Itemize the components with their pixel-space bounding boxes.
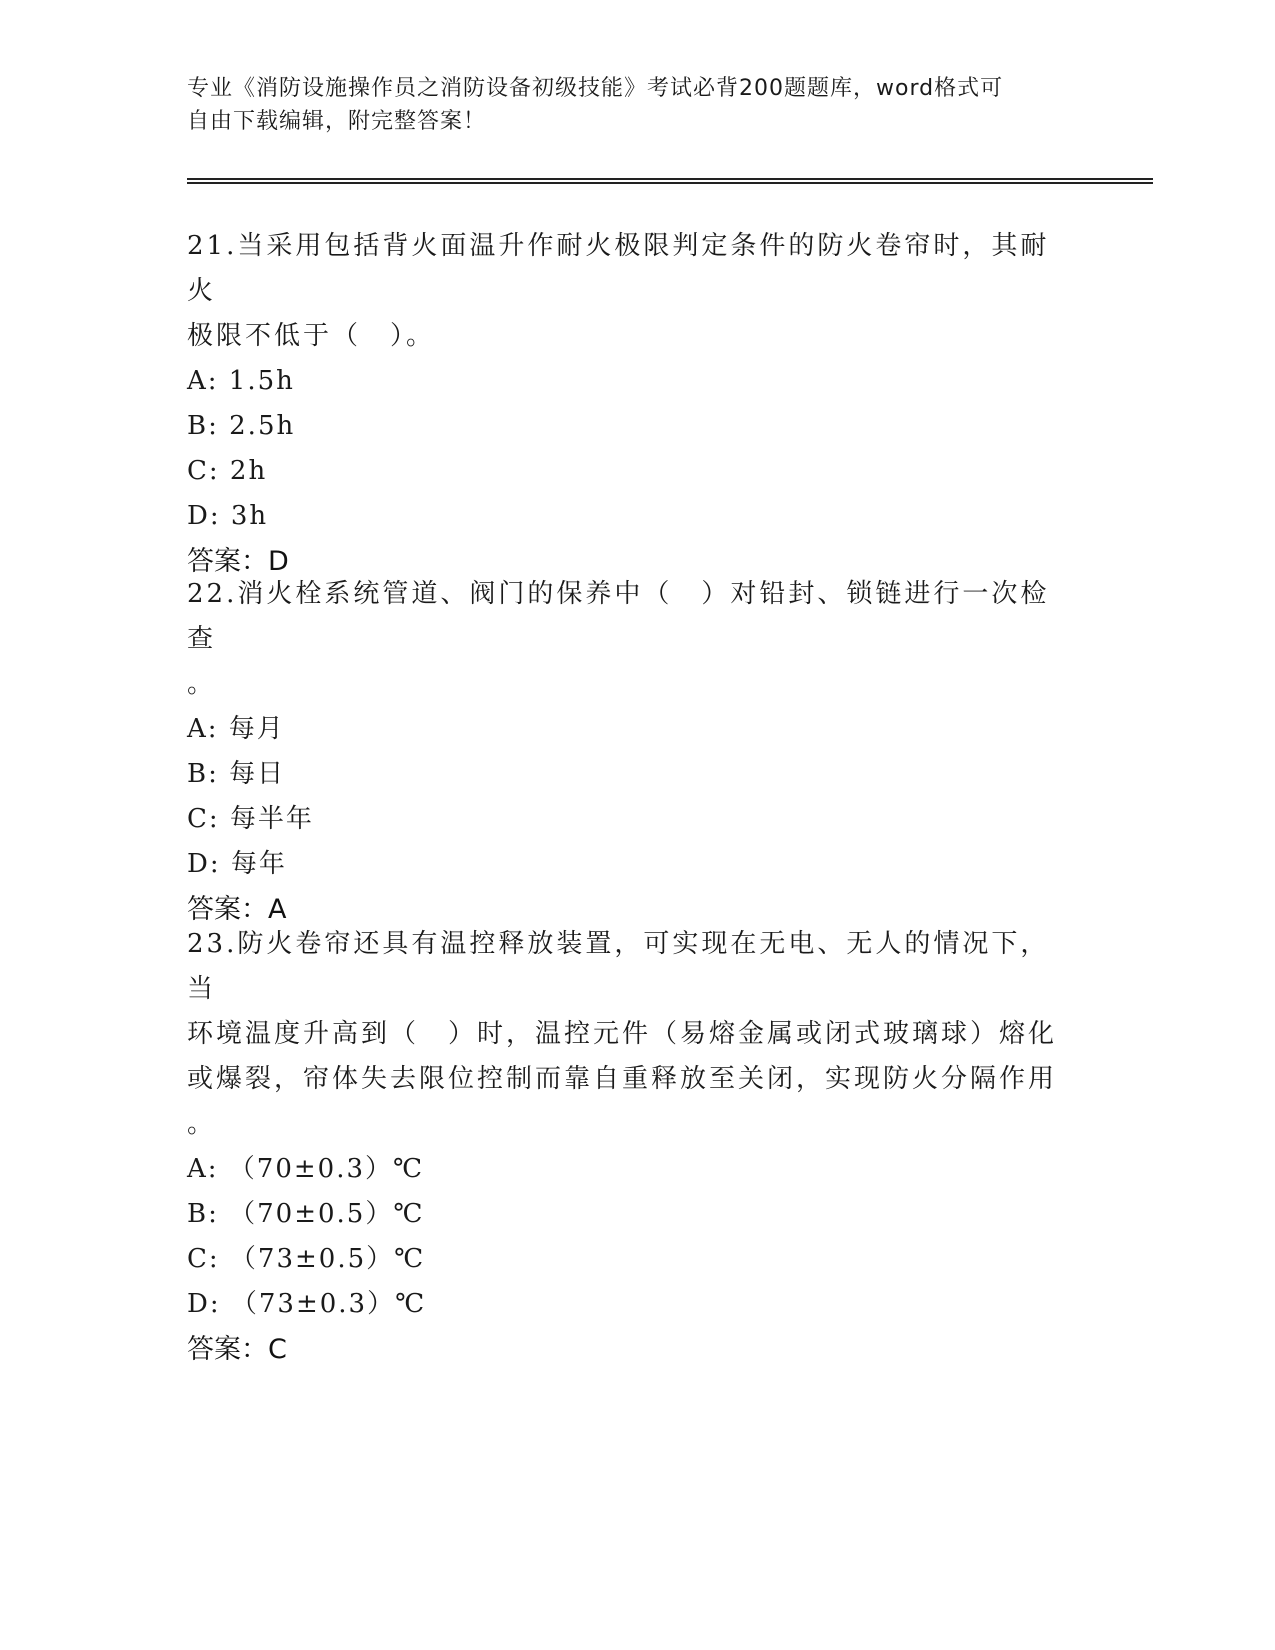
question-23 <box>187 922 1067 1373</box>
question-text-line: 或爆裂，帘体失去限位控制而靠自重释放至关闭，实现防火分隔作用 <box>187 1064 1058 1094</box>
question-text-line: 。 <box>187 1109 217 1139</box>
question-text-line: 。 <box>187 669 217 699</box>
option-a: A: 每月 <box>187 714 285 744</box>
option-d: D: 3h <box>187 501 269 531</box>
option-b: B: （70±0.5）℃ <box>187 1199 425 1229</box>
option-b: B: 2.5h <box>187 411 296 441</box>
option-b: B: 每日 <box>187 759 286 789</box>
answer-label: 答案： <box>187 894 268 925</box>
option-c: C: 2h <box>187 456 268 486</box>
answer-label: 答案： <box>187 546 268 577</box>
document-header <box>187 72 1067 138</box>
header-line-2: 自由下载编辑，附完整答案！ <box>187 109 487 134</box>
header-line-1: 专业《消防设施操作员之消防设备初级技能》考试必背200题题库，word格式可 <box>187 76 1004 101</box>
question-text-line: 23.防火卷帘还具有温控释放装置，可实现在无电、无人的情况下，当 <box>187 929 1050 1004</box>
question-text-line: 22.消火栓系统管道、阀门的保养中（ ）对铅封、锁链进行一次检查 <box>187 579 1050 654</box>
question-22 <box>187 572 1067 933</box>
answer-value: C <box>268 1334 287 1365</box>
answer-value: D <box>268 546 289 577</box>
option-a: A: （70±0.3）℃ <box>187 1154 425 1184</box>
answer-line <box>187 1327 1067 1373</box>
question-text-line: 环境温度升高到（ ）时，温控元件（易熔金属或闭式玻璃球）熔化 <box>187 1019 1058 1049</box>
answer-value: A <box>268 894 287 925</box>
question-text-line: 21.当采用包括背火面温升作耐火极限判定条件的防火卷帘时，其耐火 <box>187 231 1050 306</box>
option-a: A: 1.5h <box>187 366 295 396</box>
option-c: C: 每半年 <box>187 804 314 834</box>
question-text-line: 极限不低于（ ）。 <box>187 321 436 351</box>
header-divider <box>187 178 1153 184</box>
option-c: C: （73±0.5）℃ <box>187 1244 426 1274</box>
option-d: D: （73±0.3）℃ <box>187 1289 427 1319</box>
question-21 <box>187 224 1067 585</box>
answer-label: 答案： <box>187 1334 268 1365</box>
option-d: D: 每年 <box>187 849 287 879</box>
